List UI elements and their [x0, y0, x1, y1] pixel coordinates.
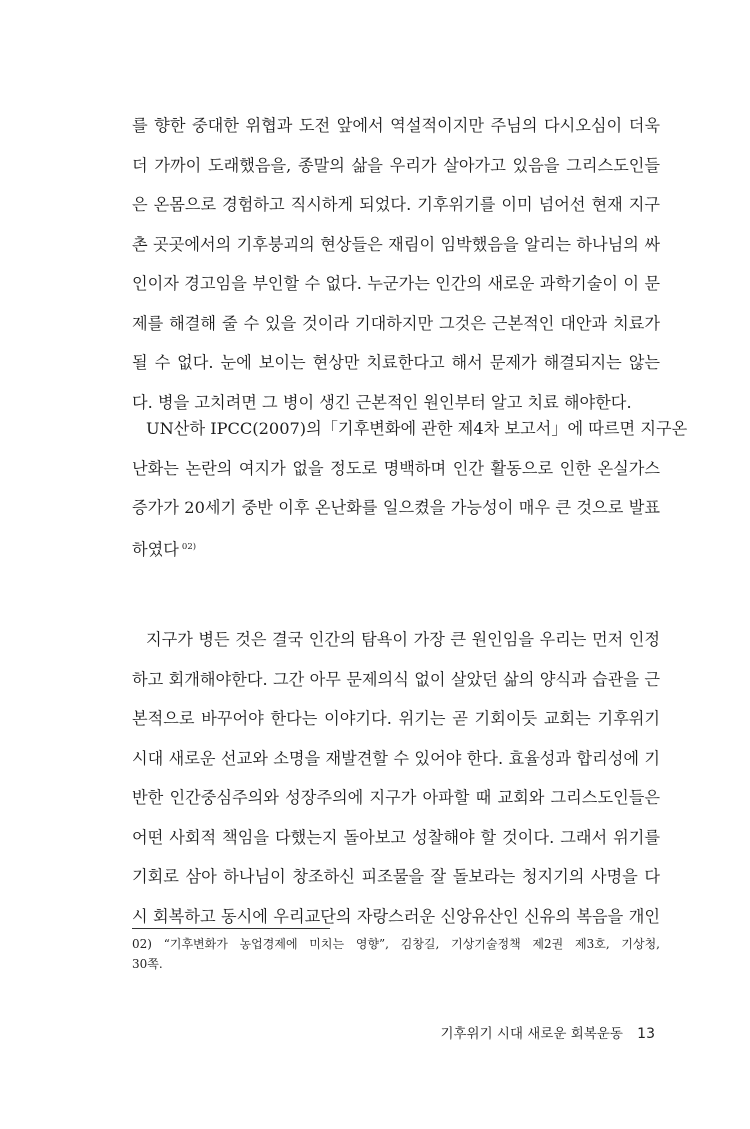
text-line: 어떤 사회적 책임을 다했는지 돌아보고 성찰해야 할 것이다. 그래서 위기를: [132, 827, 660, 847]
text-line: 하였다: [132, 539, 179, 559]
text-line: 인이자 경고임을 부인할 수 없다. 누군가는 인간의 새로운 과학기술이 이 문: [132, 274, 660, 293]
text-line: 지구가 병든 것은 결국 인간의 탐욕이 가장 큰 원인임을 우리는 먼저 인정: [146, 630, 660, 649]
running-footer: [440, 1022, 655, 1042]
text-line: 기회로 삼아 하나님이 창조하신 피조물을 잘 돌보라는 청지기의 사명을 다: [132, 867, 660, 886]
paragraph-3: [132, 620, 660, 936]
text-line: 더 가까이 도래했음을, 종말의 삶을 우리가 살아가고 있음을 그리스도인들: [132, 155, 660, 175]
text-line: 은 온몸으로 경험하고 직시하게 되었다. 기후위기를 이미 넘어선 현재 지구: [132, 195, 660, 214]
text-line: UN산하 IPCC(2007)의「기후변화에 관한 제4차 보고서」에 따르면 지구온: [146, 419, 688, 438]
text-line: 될 수 없다. 눈에 보이는 현상만 치료한다고 해서 문제가 해결되지는 않는: [132, 353, 660, 372]
text-line: 난화는 논란의 여지가 없을 정도로 명백하며 인간 활동으로 인한 온실가스: [132, 458, 660, 478]
text-line: 하고 회개해야한다. 그간 아무 문제의식 없이 살았던 삶의 양식과 습관을 근: [132, 669, 660, 689]
text-line: 제를 해결해 줄 수 있을 것이라 기대하지만 그것은 근본적인 대안과 치료가: [132, 313, 660, 333]
footnote-divider: [132, 928, 330, 929]
footnote: [132, 934, 660, 974]
text-line: 다. 병을 고치려면 그 병이 생긴 근본적인 원인부터 알고 치료 해야한다.: [132, 392, 632, 412]
text-line-with-footnote: [132, 528, 660, 568]
text-line: 증가가 20세기 중반 이후 온난화를 일으켰을 가능성이 매우 큰 것으로 발표: [132, 498, 660, 517]
paragraph-2: [132, 409, 688, 567]
text-line: 시 회복하고 동시에 우리교단의 자랑스러운 신앙유산인 신유의 복음을 개인: [132, 906, 660, 926]
text-line: 를 향한 중대한 위협과 도전 앞에서 역설적이지만 주님의 다시오심이 더욱: [132, 116, 660, 135]
footnote-reference[interactable]: 02): [181, 541, 197, 552]
footnote-line: 02) “기후변화가 농업경제에 미치는 영향”, 김창길, 기상기술정책 제2권 제3호, 기상청,: [132, 937, 660, 951]
running-title: 기후위기 시대 새로운 회복운동: [440, 1026, 623, 1042]
text-line: 본적으로 바꾸어야 한다는 이야기다. 위기는 곧 기회이듯 교회는 기후위기: [132, 709, 660, 728]
paragraph-1: [132, 106, 660, 422]
page-number: 13: [637, 1026, 655, 1042]
text-line: 시대 새로운 선교와 소명을 재발견할 수 있어야 한다. 효율성과 합리성에 기: [132, 748, 660, 768]
footnote-line: 30쪽.: [132, 957, 163, 971]
text-line: 촌 곳곳에서의 기후붕괴의 현상들은 재림이 임박했음을 알리는 하나님의 싸: [132, 234, 660, 254]
text-line: 반한 인간중심주의와 성장주의에 지구가 아파할 때 교회와 그리스도인들은: [132, 788, 660, 807]
